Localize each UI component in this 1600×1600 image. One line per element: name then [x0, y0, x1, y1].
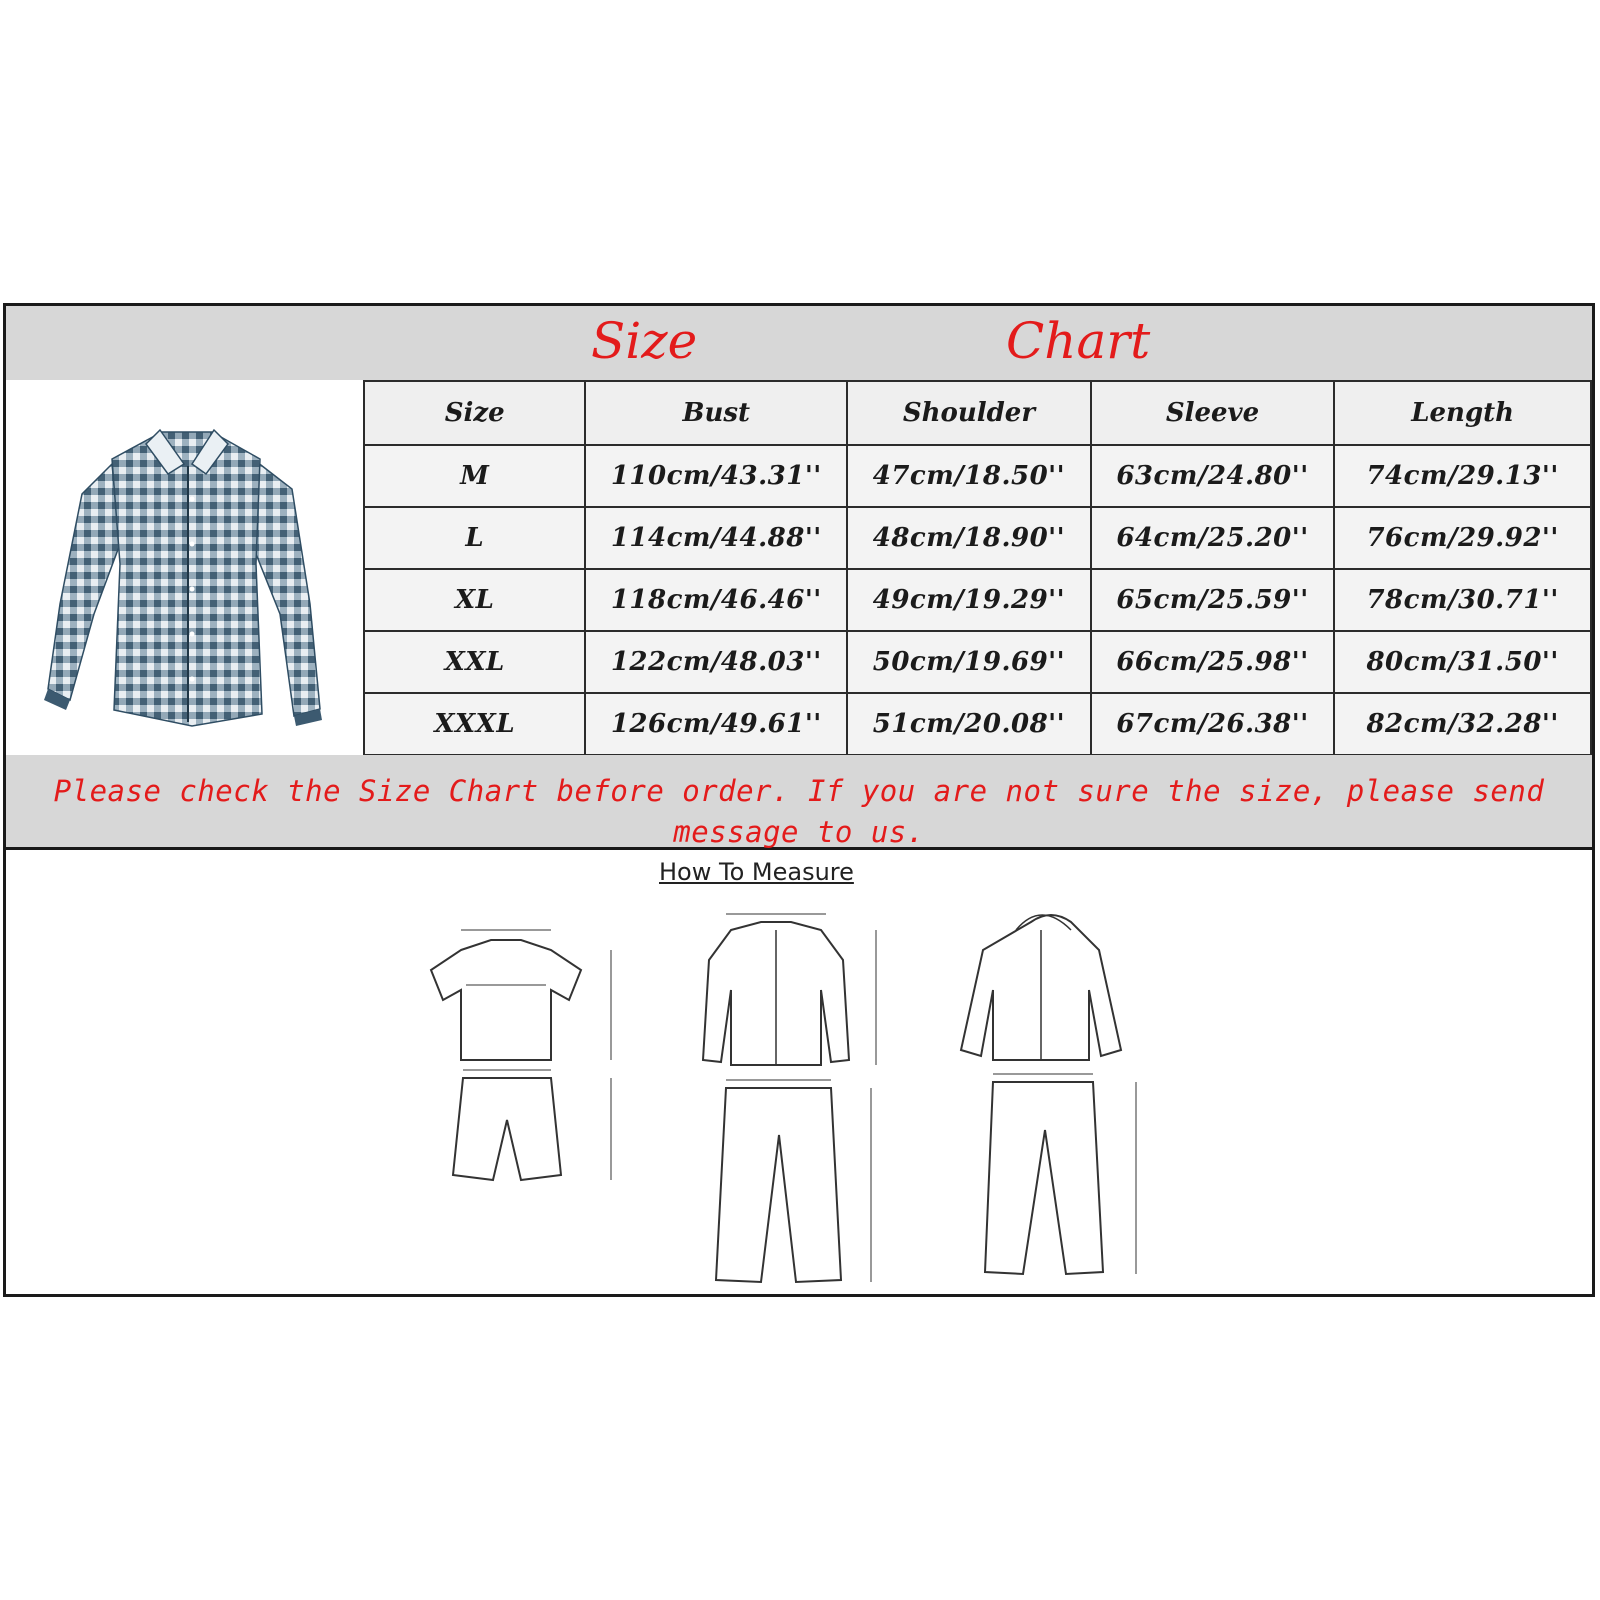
cell-shoulder: 49cm/19.29'' — [847, 569, 1091, 631]
title-band — [6, 306, 1592, 380]
table-row — [364, 445, 1591, 507]
size-table — [363, 380, 1592, 756]
pants-diagram — [716, 1080, 871, 1282]
how-to-measure-section — [381, 850, 1221, 1290]
hoodie-diagram — [961, 915, 1121, 1060]
cell-size: XL — [364, 569, 585, 631]
cell-size: M — [364, 445, 585, 507]
table-row — [364, 507, 1591, 569]
header-shoulder: Shoulder — [847, 381, 1091, 445]
header-bust: Bust — [585, 381, 847, 445]
cell-sleeve: 63cm/24.80'' — [1091, 445, 1335, 507]
cell-sleeve: 65cm/25.59'' — [1091, 569, 1335, 631]
measurement-diagrams — [381, 890, 1221, 1290]
cell-size: XXL — [364, 631, 585, 693]
cell-bust: 118cm/46.46'' — [585, 569, 847, 631]
size-note: Please check the Size Chart before order. If you are not sure the size, please send message to us. — [53, 774, 1545, 849]
cell-shoulder: 47cm/18.50'' — [847, 445, 1091, 507]
note-band — [6, 755, 1592, 850]
title-chart: Chart — [1006, 312, 1151, 370]
header-size: Size — [364, 381, 585, 445]
cell-sleeve: 64cm/25.20'' — [1091, 507, 1335, 569]
tshirt-diagram — [431, 930, 611, 1060]
table-row — [364, 693, 1591, 755]
dress-shirt-diagram — [703, 914, 876, 1065]
table-row — [364, 569, 1591, 631]
cell-size: L — [364, 507, 585, 569]
cell-sleeve: 66cm/25.98'' — [1091, 631, 1335, 693]
table-row — [364, 631, 1591, 693]
header-length: Length — [1334, 381, 1591, 445]
cell-length: 78cm/30.71'' — [1334, 569, 1591, 631]
shorts-diagram — [453, 1070, 611, 1180]
product-image-area — [6, 380, 363, 755]
title-size: Size — [591, 312, 698, 370]
cell-bust: 122cm/48.03'' — [585, 631, 847, 693]
cell-sleeve: 67cm/26.38'' — [1091, 693, 1335, 755]
how-to-measure-title: How To Measure — [659, 858, 854, 886]
cell-length: 80cm/31.50'' — [1334, 631, 1591, 693]
table-header-row — [364, 381, 1591, 445]
cell-bust: 126cm/49.61'' — [585, 693, 847, 755]
header-sleeve: Sleeve — [1091, 381, 1335, 445]
cell-size: XXXL — [364, 693, 585, 755]
cell-length: 82cm/32.28'' — [1334, 693, 1591, 755]
size-chart-frame — [3, 303, 1595, 1297]
cell-length: 74cm/29.13'' — [1334, 445, 1591, 507]
cell-bust: 110cm/43.31'' — [585, 445, 847, 507]
cell-shoulder: 48cm/18.90'' — [847, 507, 1091, 569]
joggers-diagram — [985, 1074, 1136, 1274]
cell-length: 76cm/29.92'' — [1334, 507, 1591, 569]
plaid-shirt-image — [42, 404, 332, 734]
cell-bust: 114cm/44.88'' — [585, 507, 847, 569]
cell-shoulder: 50cm/19.69'' — [847, 631, 1091, 693]
cell-shoulder: 51cm/20.08'' — [847, 693, 1091, 755]
